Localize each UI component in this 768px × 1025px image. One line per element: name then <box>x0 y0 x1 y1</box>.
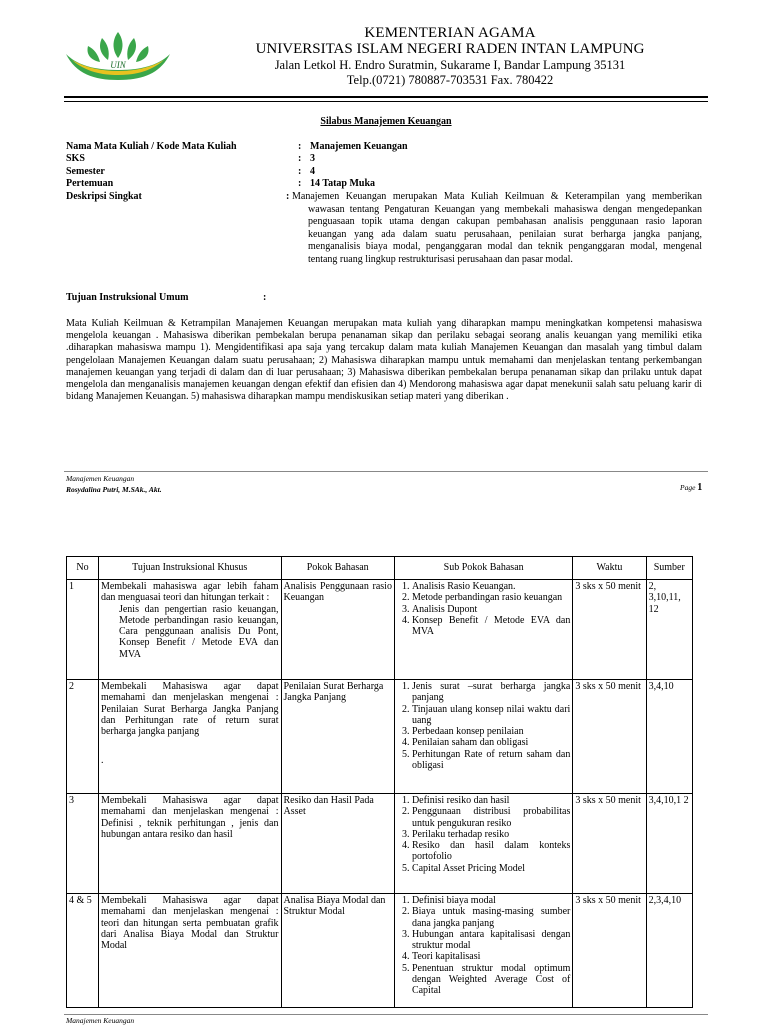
description-value: Manajemen Keuangan merupakan Mata Kuliah Keilmuan & Keterampilan yang memberikan wawasan tentang Pengaturan Keuangan yang membekali mahasiswa dengan mengedepankan penguasaan topik utama dengan cakupan pembahasan analisis penggunaan rasio laporan keuangan yang ada dalam suatu perusahaan, penilaian surat berharga jangka panjang, menganalisis biaya modal, penganggaran modal dan teknik penganggaran modal, mengenal tentang ruang lingkup restrukturisasi perusahaan dan pasar modal. <box>292 191 702 265</box>
table-header-row <box>67 557 693 580</box>
colon: : <box>286 191 290 202</box>
cell-waktu: 3 sks x 50 menit <box>573 894 646 1008</box>
cell-no: 4 & 5 <box>67 894 99 1008</box>
course-label: Nama Mata Kuliah / Kode Mata Kuliah <box>66 141 237 152</box>
cell-waktu: 3 sks x 50 menit <box>573 580 646 680</box>
footer-course: Manajemen Keuangan <box>66 474 135 483</box>
meetings-value: 14 Tatap Muka <box>310 178 376 189</box>
cell-tik: Membekali mahasiswa agar lebih faham dan menguasai teori dan hitungan terkait : Jenis dan pengertian rasio keuangan, Metode perbandingan rasio keuangan, Cara penggunaan analisis Du Pont, Konsep Benefit / Metode EVA dan MVA <box>98 580 281 680</box>
footer-rule <box>64 1014 708 1015</box>
university-name: UNIVERSITAS ISLAM NEGERI RADEN INTAN LAMPUNG <box>255 41 645 57</box>
cell-tik: Membekali Mahasiswa agar dapat memahami dan menjelaskan mengenai : Penilaian Surat Berharga Jangka Panjang dan Perhitungan rate of return surat berharga jangka panjang . <box>98 680 281 794</box>
ministry-name: KEMENTERIAN AGAMA <box>364 25 536 41</box>
cell-waktu: 3 sks x 50 menit <box>573 680 646 794</box>
tiu-paragraph: Mata Kuliah Keilmuan & Ketrampilan Manajemen Keuangan merupakan mata kuliah yang diharapkan mampu meningkatkan kompetensi mahasiswa mengelola keuangan . Mahasiswa diberikan pembekalan berupa penanaman sikap dan perilaku sebagai seorang analis keuangan yang memiliki etika .diharapkan mahasiswa mampu 1). Mengidentifikasi apa saja yang tercakup dalam mata kuliah Manajemen Keuangan dan masalah yang timbul dalam pengelolaan Manajemen Keuangan dalam suatu perusahaan; 2) Mahasiswa diharapkan mampu untuk memahami dan menjelaskan tentang perkembangan manajemen keuangan yang terjadi di dalam dan di luar perusahaan; 3) Mahasiswa diberikan pembekalan berupa penanaman sikap dan prilaku untuk dapat mengelola dan menganalisis manajemen keuangan dengan efektif dan efisien dan 4) Mendorong mahasiswa agar dapat menekunii salah satu peluang karir di bidang Manajemen Keuangan. 5) mahasiswa diharapkan mampu mendiskusikan setiap materi yang diberikan . <box>66 318 702 403</box>
cell-no: 1 <box>67 580 99 680</box>
cell-tik: Membekali Mahasiswa agar dapat memahami dan menjelaskan mengenai : Definisi , teknik perhitungan , jenis dan hubungan antara resiko dan hasil <box>98 794 281 894</box>
header-rule-thin <box>64 101 708 102</box>
cell-no: 3 <box>67 794 99 894</box>
footer-rule <box>64 471 708 472</box>
meetings-label: Pertemuan <box>66 178 114 189</box>
table-row <box>67 680 693 794</box>
tiu-label: Tujuan Instruksional Umum <box>66 292 189 303</box>
semester-value: 4 <box>310 166 315 177</box>
footer-course-next: Manajemen Keuangan <box>66 1016 135 1025</box>
colon: : <box>298 178 302 189</box>
cell-pokok: Penilaian Surat Berharga Jangka Panjang <box>281 680 394 794</box>
cell-waktu: 3 sks x 50 menit <box>573 794 646 894</box>
cell-sumber: 2, 3,10,11, 12 <box>646 580 692 680</box>
sks-label: SKS <box>66 153 85 164</box>
cell-pokok: Analisa Biaya Modal dan Struktur Modal <box>281 894 394 1008</box>
sks-value: 3 <box>310 153 315 164</box>
cell-sumber: 2,3,4,10 <box>646 894 692 1008</box>
university-logo <box>62 24 174 84</box>
header-tik: Tujuan Instruksional Khusus <box>98 557 281 580</box>
table-row <box>67 794 693 894</box>
header-no: No <box>67 557 99 580</box>
cell-sub: 1. Jenis surat –surat berharga jangka panjang 2. Tinjauan ulang konsep nilai waktu dari uang 3. Perbedaan konsep penilaian 4. Penilaian saham dan obligasi 5. Perhitungan Rate of return saham dan obligasi <box>394 680 572 794</box>
cell-no: 2 <box>67 680 99 794</box>
university-address: Jalan Letkol H. Endro Suratmin, Sukarame I, Bandar Lampung 35131 <box>274 58 626 72</box>
colon: : <box>298 141 302 152</box>
cell-sub: 1. Analisis Rasio Keuangan. 2. Metode perbandingan rasio keuangan 3. Analisis Dupont 4. Konsep Benefit / Metode EVA dan MVA <box>394 580 572 680</box>
header-sub: Sub Pokok Bahasan <box>394 557 572 580</box>
logo-text: UIN <box>110 60 126 70</box>
colon: : <box>263 292 267 303</box>
header-sumber: Sumber <box>646 557 692 580</box>
university-phone: Telp.(0721) 780887-703531 Fax. 780422 <box>346 73 554 87</box>
cell-sub: 1. Definisi biaya modal 2. Biaya untuk masing-masing sumber dana jangka panjang 3. Hubungan antara kapitalisasi dengan struktur modal 4. Teori kapitalisasi 5. Penentuan struktur modal optimum dengan Weighted Average Cost of Capital <box>394 894 572 1008</box>
document-title: Silabus Manajemen Keuangan <box>320 116 452 127</box>
course-value: Manajemen Keuangan <box>310 141 408 152</box>
semester-label: Semester <box>66 166 105 177</box>
description-label: Deskripsi Singkat <box>66 191 142 202</box>
cell-sumber: 3,4,10,1 2 <box>646 794 692 894</box>
table-row <box>67 894 693 1008</box>
cell-pokok: Analisis Penggunaan rasio Keuangan <box>281 580 394 680</box>
colon: : <box>298 153 302 164</box>
footer-author: Rosydalina Putri, M.SAk., Akt. <box>66 485 162 494</box>
cell-pokok: Resiko dan Hasil Pada Asset <box>281 794 394 894</box>
header-rule-thick <box>64 96 708 98</box>
syllabus-table <box>66 556 693 1008</box>
header-waktu: Waktu <box>573 557 646 580</box>
header-pokok: Pokok Bahasan <box>281 557 394 580</box>
cell-tik: Membekali Mahasiswa agar dapat memahami dan menjelaskan mengenai : teori dan hitungan serta pembuatan grafik dari Analisa Biaya Modal dan Struktur Modal <box>98 894 281 1008</box>
cell-sumber: 3,4,10 <box>646 680 692 794</box>
colon: : <box>298 166 302 177</box>
cell-sub: 1. Definisi resiko dan hasil 2. Penggunaan distribusi probabilitas untuk pengukuran resiko 3. Perilaku terhadap resiko 4. Resiko dan hasil dalam konteks portofolio 5. Capital Asset Pricing Model <box>394 794 572 894</box>
table-row <box>67 580 693 680</box>
page-number: Page 1 <box>680 482 703 493</box>
